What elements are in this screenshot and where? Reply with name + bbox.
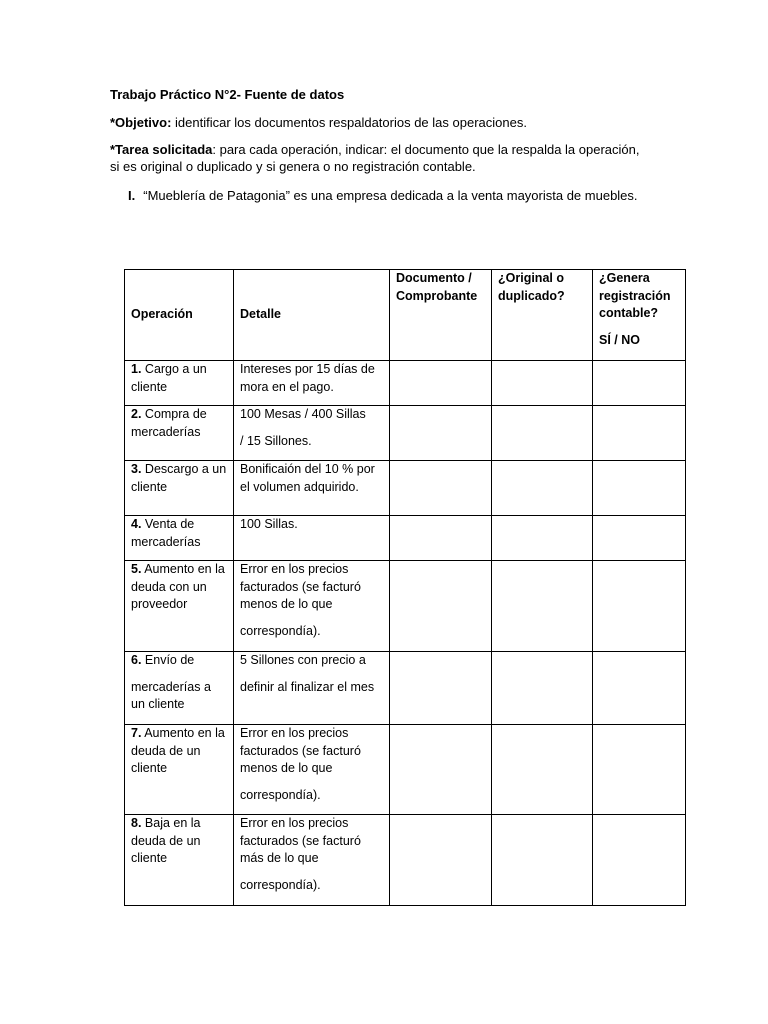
table-header-row xyxy=(125,270,686,361)
cell-detalle xyxy=(234,516,390,561)
list-item xyxy=(128,187,638,204)
detail-text: Error en los precios facturados (se facturó más de lo que xyxy=(240,816,361,865)
document-title: Trabajo Práctico N°2- Fuente de datos xyxy=(110,87,345,102)
cell-operacion xyxy=(125,652,234,725)
cell-detalle xyxy=(234,725,390,815)
cell-original[interactable] xyxy=(492,516,593,561)
operation-name: Aumento en la deuda de un cliente xyxy=(131,726,225,775)
item-numeral: I. xyxy=(128,188,136,203)
detail-text: Error en los precios facturados (se facturó menos de lo que xyxy=(240,726,361,775)
cell-original[interactable] xyxy=(492,561,593,652)
operation-name: Baja en la deuda de un cliente xyxy=(131,816,201,865)
operation-name: Compra de mercaderías xyxy=(131,407,207,439)
operation-number: 2. xyxy=(131,407,142,421)
cell-operacion xyxy=(125,361,234,406)
cell-operacion xyxy=(125,516,234,561)
operation-number: 5. xyxy=(131,562,142,576)
cell-operacion xyxy=(125,725,234,815)
operation-number: 7. xyxy=(131,726,142,740)
cell-original[interactable] xyxy=(492,815,593,906)
cell-original[interactable] xyxy=(492,652,593,725)
cell-documento[interactable] xyxy=(390,406,492,461)
cell-operacion xyxy=(125,815,234,906)
task-text: : para cada operación, indicar: el documento que la respalda la operación, si es original o duplicado y si genera o no registración contable. xyxy=(110,142,640,174)
item-text: “Mueblería de Patagonia” es una empresa dedicada a la venta mayorista de muebles. xyxy=(143,188,638,203)
cell-documento[interactable] xyxy=(390,361,492,406)
cell-original[interactable] xyxy=(492,725,593,815)
header-genera xyxy=(593,270,686,361)
detail-text: Intereses por 15 días de mora en el pago. xyxy=(240,362,375,394)
cell-detalle xyxy=(234,815,390,906)
task-label: *Tarea solicitada xyxy=(110,142,213,157)
table-row xyxy=(125,815,686,906)
cell-documento[interactable] xyxy=(390,815,492,906)
table-row xyxy=(125,516,686,561)
detail-text: 5 Sillones con precio a xyxy=(240,653,366,667)
cell-genera[interactable] xyxy=(593,406,686,461)
cell-operacion xyxy=(125,461,234,516)
operation-number: 4. xyxy=(131,517,142,531)
cell-original[interactable] xyxy=(492,361,593,406)
operation-number: 1. xyxy=(131,362,142,376)
cell-documento[interactable] xyxy=(390,725,492,815)
cell-genera[interactable] xyxy=(593,815,686,906)
detail-text-cont: definir al finalizar el mes xyxy=(240,679,375,694)
cell-genera[interactable] xyxy=(593,461,686,516)
header-genera-label: ¿Genera registración contable? xyxy=(599,271,671,320)
cell-detalle xyxy=(234,361,390,406)
detail-text: Bonificaión del 10 % por el volumen adquirido. xyxy=(240,462,375,494)
cell-original[interactable] xyxy=(492,461,593,516)
cell-genera[interactable] xyxy=(593,361,686,406)
detail-text-cont: correspondía). xyxy=(240,787,321,802)
detail-text: 100 Sillas. xyxy=(240,517,298,531)
operation-name-cont: mercaderías a un cliente xyxy=(131,679,211,711)
detail-text: 100 Mesas / 400 Sillas xyxy=(240,407,366,421)
table-row xyxy=(125,561,686,652)
operations-table xyxy=(124,269,686,906)
cell-operacion xyxy=(125,561,234,652)
detail-text-cont: / 15 Sillones. xyxy=(240,433,312,448)
task-paragraph xyxy=(110,141,650,175)
table-row xyxy=(125,725,686,815)
objective-paragraph xyxy=(110,114,527,131)
objective-text: identificar los documentos respaldatorios de las operaciones. xyxy=(171,115,527,130)
cell-documento[interactable] xyxy=(390,652,492,725)
detail-text: Error en los precios facturados (se facturó menos de lo que xyxy=(240,562,361,611)
operation-number: 6. xyxy=(131,653,142,667)
cell-detalle xyxy=(234,652,390,725)
cell-detalle xyxy=(234,406,390,461)
cell-genera[interactable] xyxy=(593,516,686,561)
operation-name: Cargo a un cliente xyxy=(131,362,207,394)
operation-name: Descargo a un cliente xyxy=(131,462,227,494)
detail-text-cont: correspondía). xyxy=(240,623,321,638)
header-operacion: Operación xyxy=(125,270,234,361)
objective-label: *Objetivo: xyxy=(110,115,172,130)
cell-genera[interactable] xyxy=(593,561,686,652)
cell-documento[interactable] xyxy=(390,561,492,652)
header-documento: Documento / Comprobante xyxy=(390,270,492,361)
cell-documento[interactable] xyxy=(390,516,492,561)
table-row xyxy=(125,361,686,406)
operation-name: Venta de mercaderías xyxy=(131,517,201,549)
header-detalle: Detalle xyxy=(234,270,390,361)
table-row xyxy=(125,461,686,516)
table-row xyxy=(125,406,686,461)
operation-number: 8. xyxy=(131,816,142,830)
cell-detalle xyxy=(234,561,390,652)
cell-operacion xyxy=(125,406,234,461)
cell-detalle xyxy=(234,461,390,516)
cell-genera[interactable] xyxy=(593,652,686,725)
operation-name: Aumento en la deuda con un proveedor xyxy=(131,562,225,611)
table-row xyxy=(125,652,686,725)
operation-name: Envío de xyxy=(141,653,195,667)
operation-number: 3. xyxy=(131,462,142,476)
header-original: ¿Original o duplicado? xyxy=(492,270,593,361)
cell-genera[interactable] xyxy=(593,725,686,815)
detail-text-cont: correspondía). xyxy=(240,877,321,892)
header-si-no: SÍ / NO xyxy=(599,332,640,347)
cell-original[interactable] xyxy=(492,406,593,461)
cell-documento[interactable] xyxy=(390,461,492,516)
